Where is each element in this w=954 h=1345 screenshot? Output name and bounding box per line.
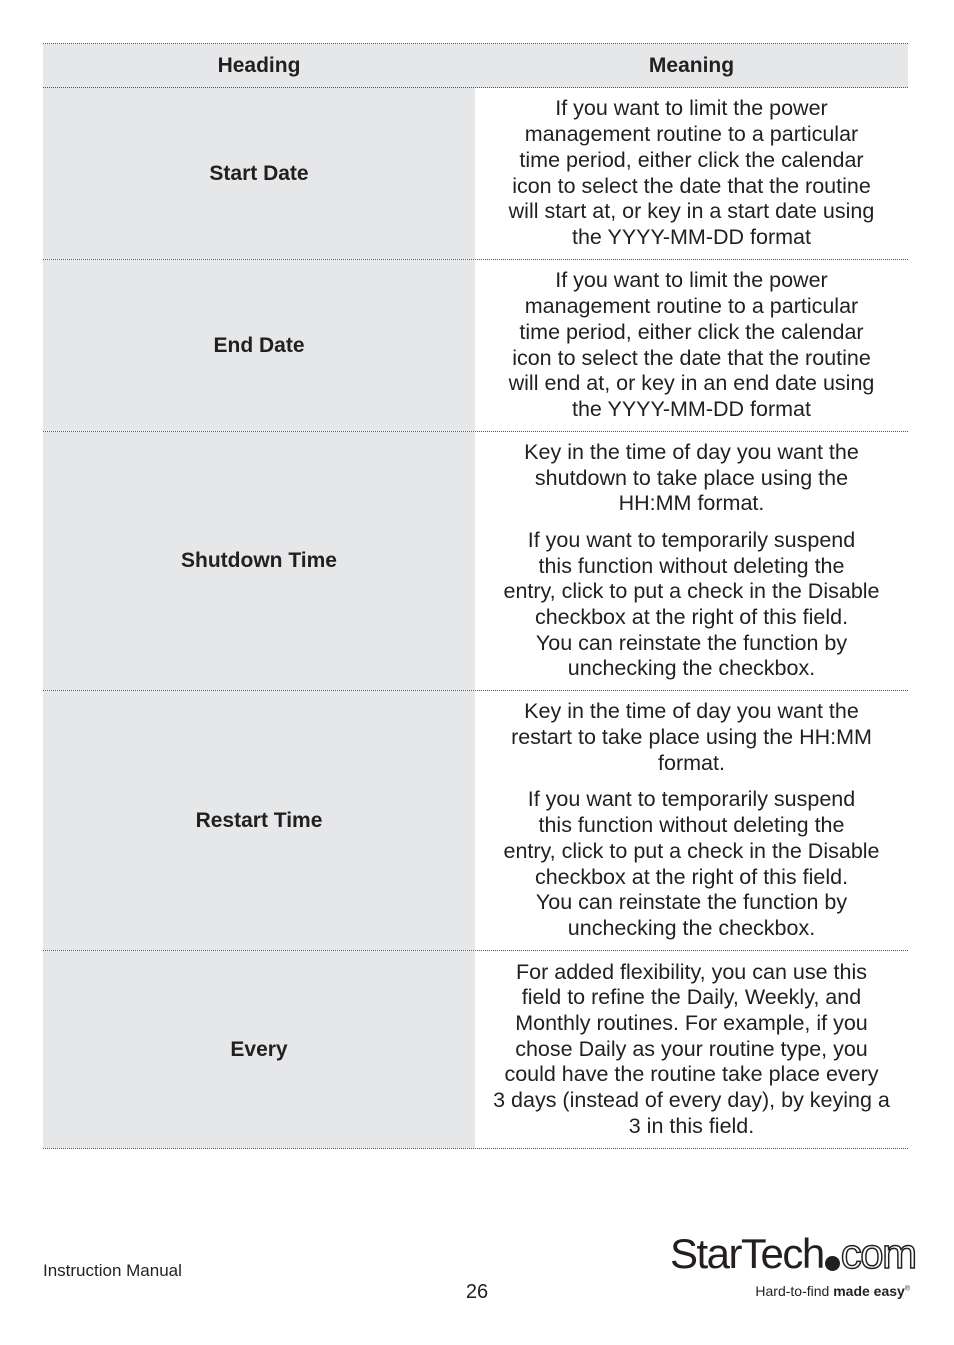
row-heading: Restart Time [43, 691, 475, 950]
row-heading: End Date [43, 260, 475, 431]
column-header-meaning: Meaning [475, 44, 908, 87]
table-row [43, 432, 908, 691]
row-heading: Every [43, 951, 475, 1148]
meaning-paragraph: If you want to temporarily suspend this function without deleting the entry, click to put a check in the Disable checkbox at the right of this field. You can reinstate the function by unchecking the checkbox. [503, 527, 880, 681]
table-row [43, 260, 908, 432]
settings-table [43, 43, 908, 1149]
row-meaning [475, 260, 908, 431]
table-row [43, 951, 908, 1149]
row-meaning [475, 691, 908, 950]
row-meaning [475, 88, 908, 259]
startech-logo [670, 1230, 916, 1304]
row-heading: Shutdown Time [43, 432, 475, 690]
tagline-bold: made easy [833, 1283, 905, 1299]
tagline-regular: Hard-to-find [755, 1283, 834, 1299]
logo-wordmark [670, 1232, 916, 1276]
meaning-paragraph: If you want to temporarily suspend this function without deleting the entry, click to put a check in the Disable checkbox at the right of this field. You can reinstate the function by unchecking the checkbox. [503, 787, 880, 940]
logo-main-text: StarTech [670, 1230, 824, 1277]
table-header-row [43, 44, 908, 88]
meaning-paragraph: For added flexibility, you can use this field to refine the Daily, Weekly, and Monthly routines. For example, if you chose Daily as your routine type, you could have the routine take place every 3 days (instead of every day), by keying a 3 in this field. [493, 959, 890, 1138]
table-row [43, 88, 908, 260]
meaning-paragraph: Key in the time of day you want the shutdown to take place using the HH:MM format. [524, 439, 859, 516]
row-meaning [475, 951, 908, 1148]
row-meaning [475, 432, 908, 690]
logo-dot-icon [825, 1256, 840, 1271]
footer-document-title: Instruction Manual [43, 1261, 182, 1280]
meaning-paragraph: If you want to limit the power management routine to a particular time period, either click the calendar icon to select the date that the routine will start at, or key in a start date using the YYYY-MM-DD format [508, 96, 875, 249]
table-row [43, 691, 908, 951]
registered-mark: ® [904, 1285, 910, 1293]
logo-com-text: com [840, 1230, 916, 1277]
meaning-paragraph: If you want to limit the power management routine to a particular time period, either click the calendar icon to select the date that the routine will end at, or key in an end date using the YYYY-MM-DD format [508, 268, 875, 421]
column-header-heading: Heading [43, 44, 475, 87]
row-heading: Start Date [43, 88, 475, 259]
meaning-paragraph: Key in the time of day you want the restart to take place using the HH:MM format. [511, 699, 872, 775]
logo-tagline [755, 1283, 910, 1299]
page-number: 26 [465, 1281, 489, 1303]
